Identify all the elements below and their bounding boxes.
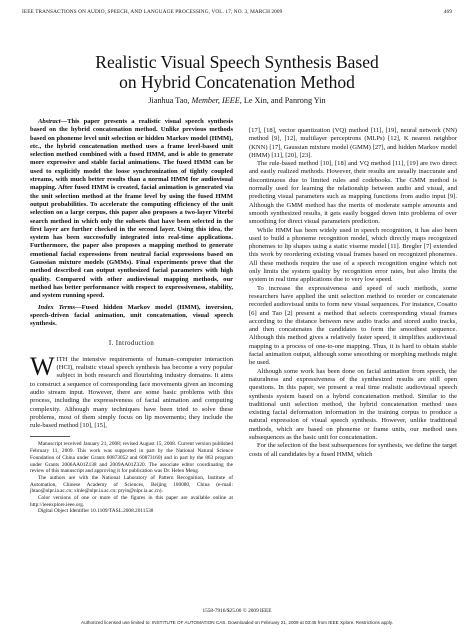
author-list	[30, 96, 444, 105]
author-rest: Le Xin, and Panrong Yin	[243, 96, 326, 105]
intro-text: interaction (HCI), realistic visual speech synthesis has become a very popular subject in both research and flourishing industry domains. It aims to construct a sequence of corresponding face movements given an incoming audio stream input. However, there are some basic problems with this process, including the expressiveness of facial animation and computing complexity. Although many techniques have been tried to solve these problems, most of them simply focus on lip movements; they include the rule-based method [10], [15],	[30, 355, 234, 430]
right-column	[249, 127, 457, 459]
abstract-text: This paper presents a realistic visual speech synthesis based on the hybrid concatenation method. Unlike previous methods based on phoneme level unit selection or hidden Markov model (HMM), etc., the hybrid concatenation method uses a frame level-based unit selection method combined with a fused HMM, and is able to generate more expressive and stable facial animations. The fused HMM can be used to explicitly model the loose synchronization of tightly coupled streams, with much better results than a normal HMM for audiovisual mapping. After fused HMM is created, facial animation is generated via the unit selection method at the frame level by using the fused HMM output probabilities. To accelerate the computing efficiency of the unit selection on a large corpus, this paper also proposes a two-layer Viterbi search method in which only the subsets that have been selected in the first layer are further checked in the second layer. Using this idea, the system has been successfully integrated into real-time applications. Furthermore, the paper also proposes a mapping method to generate emotional facial expressions from neutral facial expressions based on Gaussian mixture models (GMMs). Final experiments prove that the method described can output synthesized facial parameters with high quality. Compared with other audiovisual mapping methods, our method has better performance with respect to expressiveness, stability, and system running speed.	[30, 118, 233, 300]
license-notice: Authorized licensed use limited to: INSTITUTE OF AUTOMATION CAS. Downloaded on February 21, 2009 at 03:45 from IEEE Xplore. Restrictions apply.	[81, 620, 393, 625]
left-column	[30, 118, 233, 515]
abstract	[30, 118, 233, 301]
intro-paragraph	[30, 351, 234, 431]
journal-name: IEEE TRANSACTIONS ON AUDIO, SPEECH, AND LANGUAGE PROCESSING, VOL. 17, NO. 3, MARCH 2009	[22, 9, 283, 15]
body-paragraph: To increase the expressiveness and speed of such methods, some researchers have applied the unit selection method to reorder or concatenate recorded audiovisual units to form new visual sequences. For instance, Cosatto [6] and Tao [2] present a method that selects corresponding visual frames according to the distance between new audio tracks and stored audio tracks, and then concatenates the candidates to form the smoothest sequence. Although this method gives a relatively faster speed, it simplifies audiovisual mapping to a process of one-to-one mapping. Thus, it is hard to obtain stable facial animation output, although some smoothing or morphing methods might be used.	[249, 284, 457, 367]
author-first: Jianhua Tao,	[148, 96, 190, 105]
section-heading: I. Introduction	[108, 340, 155, 348]
title-line-1: Realistic Visual Speech Synthesis Based	[95, 52, 379, 72]
index-terms-label: Index Terms—	[38, 303, 82, 311]
intro-first-line: ITH the intensive requirements of human–computer	[56, 355, 202, 363]
author-membership: Member, IEEE,	[191, 96, 242, 105]
drop-cap: W	[30, 351, 55, 381]
body-paragraph: For the selection of the best subsequences for synthesis, we define the target costs of all candidates by a fused HMM, which	[249, 442, 457, 458]
footnote-color: Color versions of one or more of the figures in this paper are available online at http://ieeexplore.ieee.org.	[30, 495, 233, 508]
index-terms	[30, 304, 233, 329]
title-line-2: on Hybrid Concatenation Method	[119, 72, 355, 92]
footnote-manuscript: Manuscript received January 21, 2008; revised August 15, 2008. Current version published February 11, 2009. This work was supported in part by the National Natural Science Foundation of China under Grants 60873052 and 60873160) and in part by the 863 program under Grants 2006AA01Z138 and 2009AA01Z320. The associate editor coordinating the review of this manuscript and approving it for publication was Dr. Helen Meng.	[30, 441, 233, 475]
body-paragraph: Although some work has been done on facial animation from speech, the naturalness and expressiveness of the synthesized results are still open questions. In this paper, we present a real time realistic audiovisual speech synthesis system based on a hybrid concatenation method. Similar to the traditional unit selection method, the hybrid concatenation method uses existing facial deformation information in the training corpus to produce a natural expression of visual speech synthesis. However, unlike traditional methods, which are based on phoneme or frame units, our method uses subsequences as the basic unit for concatenation.	[249, 367, 457, 441]
footnote-authors: The authors are with the National Laboratory of Pattern Recognition, Institute of Automation, Chinese Academy of Sciences, Beijing 100080, China (e-mail: jhtao@nlpr.ia.ac.cn; xinle@nlpr.ia.ac.cn; pryin@nlpr.ia.ac.cn).	[30, 474, 233, 495]
body-paragraph: While HMM has been widely used in speech recognition, it has also been used to build a phoneme recognition model, which directly maps recognized phonemes to lip shapes using a static viseme model [11]. Bregler [7] extended this work by reordering existing visual frames based on recognized phonemes. All these methods require the use of a speech recognition engine which not only limits the system quality by recognition error rates, but also limits the system in real time applications due to very low speed.	[249, 226, 457, 284]
running-header	[22, 9, 452, 19]
body-paragraph: [17], [18], vector quantization (VQ) method [11], [19], neural network (NN) method [9], [12], multilayer perceptrons (MLPs) [12], K nearest neighbor (KNN) [17], Gaussian mixture model (GMM) [27], and hidden Markov model (HMM) [11], [20], [23].	[249, 127, 457, 159]
footnote-divider	[30, 436, 70, 437]
copyright-line: 1558-7916/$25.00 © 2009 IEEE	[202, 608, 272, 614]
abstract-label: Abstract—	[38, 118, 68, 125]
footnote-doi: Digital Object Identifier 10.1109/TASL.2008.2011538	[38, 508, 154, 515]
page-number: 469	[443, 9, 452, 15]
paper-title	[30, 52, 444, 92]
index-terms-text: Fused hidden Markov model (HMM), inversion, speech-driven facial animation, unit concatenation, visual speech synthesis.	[30, 303, 233, 328]
body-paragraph: The rule-based method [10], [18] and VQ method [11], [19] are two direct and easily realized methods. However, their results are usually inaccurate and discontinuous due to limited rules and codebooks. The GMM method is normally used for learning the relationship between audio and visual, and predicting visual parameters such as mapping functions from audio input [9]. Although the GMM method has the merits of moderate sample amounts and smooth synthesized results, it gets easily bogged down into problems of over smoothing for direct visual parameters prediction.	[249, 160, 457, 226]
